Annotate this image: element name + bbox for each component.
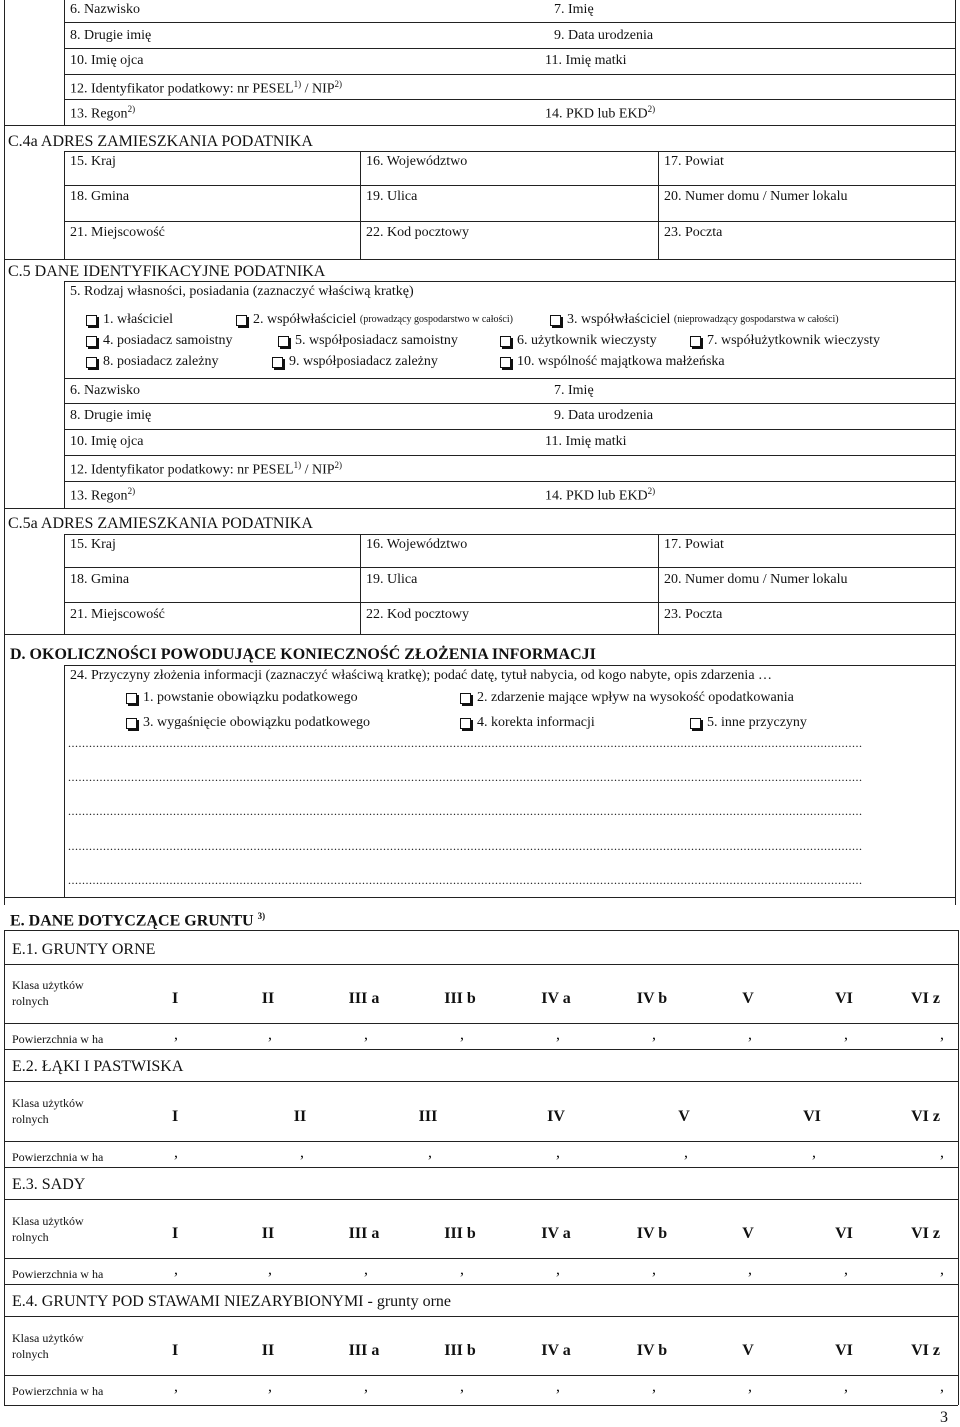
checkbox-icon[interactable] [500,357,511,368]
e2-class-2: II [293,1108,307,1125]
e4-class-4: III b [444,1342,476,1359]
d-dotted-line-3[interactable]: ................................................................................................................................................................................................................................... [68,805,863,817]
e3-area-input-2[interactable]: , [268,1261,272,1278]
c4-field-11: 11. Imię matki [545,53,627,68]
d-dotted-line-2[interactable]: ................................................................................................................................................................................................................................... [68,771,863,783]
e2-area-input-2[interactable]: , [300,1144,304,1161]
e2-area-input-7[interactable]: , [940,1144,944,1161]
checkbox-icon[interactable] [460,693,471,704]
e3-area-input-5[interactable]: , [556,1261,560,1278]
right-border [955,0,956,905]
e3-klasa-label: Klasa użytków rolnych [12,1214,84,1244]
c4a-field-22: 22. Kod pocztowy [366,225,470,240]
d-dotted-line-4[interactable]: ................................................................................................................................................................................................................................... [68,840,863,852]
d-header: D. OKOLICZNOŚCI POWODUJĄCE KONIECZNOŚĆ ZŁOŻENIA INFORMACJI [10,646,596,663]
e1-area-input-8[interactable]: , [844,1026,848,1043]
c5-field-14: 14. PKD lub EKD$^{2)}$ [545,486,656,504]
e1-class-9: VI z [911,990,940,1007]
c5-field-5: 5. Rodzaj własności, posiadania (zaznaczyć właściwą kratkę) [70,284,414,299]
c5-field-10: 10. Imię ojca [70,434,144,449]
e4-area-input-7[interactable]: , [748,1378,752,1395]
e4-area-input-2[interactable]: , [268,1378,272,1395]
e4-area-input-1[interactable]: , [174,1378,178,1395]
c5a-field-23: 23. Poczta [664,607,723,622]
e3-area-input-1[interactable]: , [174,1261,178,1278]
e4-area-input-3[interactable]: , [364,1378,368,1395]
c5-field-6: 6. Nazwisko [70,383,140,398]
e2-klasa-label: Klasa użytków rolnych [12,1096,84,1126]
c4a-field-20: 20. Numer domu / Numer lokalu [664,189,848,204]
d-field-24: 24. Przyczyny złożenia informacji (zaznaczyć właściwą kratkę); podać datę, tytuł nabycia, od kogo nabyte, opis zdarzenia … [70,668,773,683]
e3-area-input-9[interactable]: , [940,1261,944,1278]
e1-area-input-5[interactable]: , [556,1026,560,1043]
e3-class-8: VI [835,1225,853,1242]
e3-area-input-3[interactable]: , [364,1261,368,1278]
c5-option-3[interactable]: 3. współwłaściciel (nieprowadzący gospodarstwa w całości) [550,313,839,327]
e1-class-5: IV a [541,990,571,1007]
e4-class-5: IV a [541,1342,571,1359]
e3-area-input-6[interactable]: , [652,1261,656,1278]
e3-class-4: III b [444,1225,476,1242]
c5-option-8[interactable]: 8. posiadacz zależny [86,355,218,369]
c4a-field-17: 17. Powiat [664,154,724,169]
d-dotted-line-5[interactable]: ................................................................................................................................................................................................................................... [68,874,863,886]
e2-area-input-3[interactable]: , [428,1144,432,1161]
page-number: 3 [940,1409,948,1426]
e2-area-input-4[interactable]: , [556,1144,560,1161]
e3-class-3: III a [348,1225,380,1242]
checkbox-icon[interactable] [690,336,701,347]
e2-class-6: VI [803,1108,821,1125]
e3-class-2: II [261,1225,275,1242]
e4-class-8: VI [835,1342,853,1359]
c5-field-12: 12. Identyfikator podatkowy: nr PESEL$^{1)}$ / NIP$^{2)}$ [70,460,343,478]
left-border [4,0,5,905]
d-option-2[interactable]: 2. zdarzenie mające wpływ na wysokość opodatkowania [460,691,794,705]
e4-class-2: II [261,1342,275,1359]
checkbox-icon[interactable] [690,718,701,729]
checkbox-icon[interactable] [236,315,247,326]
c5-field-8: 8. Drugie imię [70,408,152,423]
c5a-field-22: 22. Kod pocztowy [366,607,470,622]
e2-class-5: V [678,1108,690,1125]
e2-area-input-1[interactable]: , [174,1144,178,1161]
c4-field-10: 10. Imię ojca [70,53,144,68]
e4-class-9: VI z [911,1342,940,1359]
checkbox-icon[interactable] [272,357,283,368]
e4-title: E.4. GRUNTY POD STAWAMI NIEZARYBIONYMI - grunty orne [12,1293,452,1310]
e4-class-3: III a [348,1342,380,1359]
checkbox-icon[interactable] [86,315,97,326]
checkbox-icon[interactable] [550,315,561,326]
e2-class-3: III [418,1108,438,1125]
d-dotted-line-1[interactable]: ................................................................................................................................................................................................................................... [68,737,863,749]
e2-area-input-6[interactable]: , [812,1144,816,1161]
c4a-field-21: 21. Miejscowość [70,225,165,240]
e1-area-input-4[interactable]: , [460,1026,464,1043]
inner-left-border [64,0,65,125]
c4-field-7: 7. Imię [554,2,594,17]
e2-class-4: IV [547,1108,565,1125]
c4a-header: C.4a ADRES ZAMIESZKANIA PODATNIKA [8,133,313,150]
e4-area-input-4[interactable]: , [460,1378,464,1395]
e3-area-input-7[interactable]: , [748,1261,752,1278]
c4a-field-15: 15. Kraj [70,154,116,169]
e1-class-6: IV b [636,990,668,1007]
c5-option-9[interactable]: 9. współposiadacz zależny [272,355,438,369]
c4-field-9: 9. Data urodzenia [554,28,654,43]
e4-area-input-9[interactable]: , [940,1378,944,1395]
e4-powierzchnia-label: Powierzchnia w ha [12,1384,104,1398]
c4a-field-19: 19. Ulica [366,189,418,204]
e2-powierzchnia-label: Powierzchnia w ha [12,1150,104,1164]
e3-class-5: IV a [541,1225,571,1242]
c4a-field-16: 16. Województwo [366,154,468,169]
e1-title: E.1. GRUNTY ORNE [12,941,156,958]
c4-field-12: 12. Identyfikator podatkowy: nr PESEL$^{1)}$ / NIP$^{2)}$ [70,79,343,97]
c5-option-6[interactable]: 6. użytkownik wieczysty [500,334,657,348]
c5-option-1[interactable]: 1. właściciel [86,313,173,327]
c5-option-4[interactable]: 4. posiadacz samoistny [86,334,232,348]
c5a-field-17: 17. Powiat [664,537,724,552]
e2-class-1: I [172,1108,179,1125]
c5-option-2[interactable]: 2. współwłaściciel (prowadzący gospodarstwo w całości) [236,313,513,327]
checkbox-icon[interactable] [86,336,97,347]
c4a-field-23: 23. Poczta [664,225,723,240]
e1-area-input-7[interactable]: , [748,1026,752,1043]
e-header: E. DANE DOTYCZĄCE GRUNTU $^{3)}$ [10,911,266,930]
checkbox-icon[interactable] [126,693,137,704]
e1-area-input-1[interactable]: , [174,1026,178,1043]
c4-field-8: 8. Drugie imię [70,28,152,43]
e1-class-3: III a [348,990,380,1007]
c5a-header: C.5a ADRES ZAMIESZKANIA PODATNIKA [8,515,313,532]
c4-field-14: 14. PKD lub EKD$^{2)}$ [545,104,656,122]
c5-field-7: 7. Imię [554,383,594,398]
d-option-4[interactable]: 4. korekta informacji [460,716,595,730]
c5a-field-19: 19. Ulica [366,572,418,587]
e3-class-6: IV b [636,1225,668,1242]
e3-area-input-8[interactable]: , [844,1261,848,1278]
e1-class-4: III b [444,990,476,1007]
e1-area-input-9[interactable]: , [940,1026,944,1043]
e1-area-input-2[interactable]: , [268,1026,272,1043]
e3-powierzchnia-label: Powierzchnia w ha [12,1267,104,1281]
e1-class-1: I [172,990,179,1007]
c5a-field-16: 16. Województwo [366,537,468,552]
e4-class-1: I [172,1342,179,1359]
checkbox-icon[interactable] [500,336,511,347]
e4-area-input-8[interactable]: , [844,1378,848,1395]
e1-area-input-6[interactable]: , [652,1026,656,1043]
d-option-1[interactable]: 1. powstanie obowiązku podatkowego [126,691,358,705]
c5a-field-21: 21. Miejscowość [70,607,165,622]
e3-title: E.3. SADY [12,1176,86,1193]
e4-class-7: V [742,1342,754,1359]
c5-field-11: 11. Imię matki [545,434,627,449]
e1-class-8: VI [835,990,853,1007]
e2-title: E.2. ŁĄKI I PASTWISKA [12,1058,184,1075]
checkbox-icon[interactable] [278,336,289,347]
c4a-field-18: 18. Gmina [70,189,130,204]
c5-option-5[interactable]: 5. współposiadacz samoistny [278,334,458,348]
e3-class-9: VI z [911,1225,940,1242]
c5-option-7[interactable]: 7. współużytkownik wieczysty [690,334,880,348]
e2-area-input-5[interactable]: , [684,1144,688,1161]
e1-klasa-label: Klasa użytków rolnych [12,978,84,1008]
d-option-3[interactable]: 3. wygaśnięcie obowiązku podatkowego [126,716,370,730]
e3-class-7: V [742,1225,754,1242]
e4-area-input-6[interactable]: , [652,1378,656,1395]
c5-header: C.5 DANE IDENTYFIKACYJNE PODATNIKA [8,263,326,280]
c5a-field-15: 15. Kraj [70,537,116,552]
e1-class-7: V [742,990,754,1007]
checkbox-icon[interactable] [460,718,471,729]
e1-class-2: II [261,990,275,1007]
e4-class-6: IV b [636,1342,668,1359]
e2-class-7: VI z [911,1108,940,1125]
c5a-field-20: 20. Numer domu / Numer lokalu [664,572,848,587]
e3-area-input-4[interactable]: , [460,1261,464,1278]
c5-field-13: 13. Regon$^{2)}$ [70,486,136,504]
c4-field-13: 13. Regon$^{2)}$ [70,104,136,122]
d-option-5[interactable]: 5. inne przyczyny [690,716,807,730]
c5-option-10[interactable]: 10. wspólność majątkowa małżeńska [500,355,725,369]
c4-field-6: 6. Nazwisko [70,2,140,17]
checkbox-icon[interactable] [126,718,137,729]
e1-area-input-3[interactable]: , [364,1026,368,1043]
e3-class-1: I [172,1225,179,1242]
c5a-field-18: 18. Gmina [70,572,130,587]
checkbox-icon[interactable] [86,357,97,368]
c5-field-9: 9. Data urodzenia [554,408,654,423]
e1-powierzchnia-label: Powierzchnia w ha [12,1032,104,1046]
e4-klasa-label: Klasa użytków rolnych [12,1331,84,1361]
e4-area-input-5[interactable]: , [556,1378,560,1395]
